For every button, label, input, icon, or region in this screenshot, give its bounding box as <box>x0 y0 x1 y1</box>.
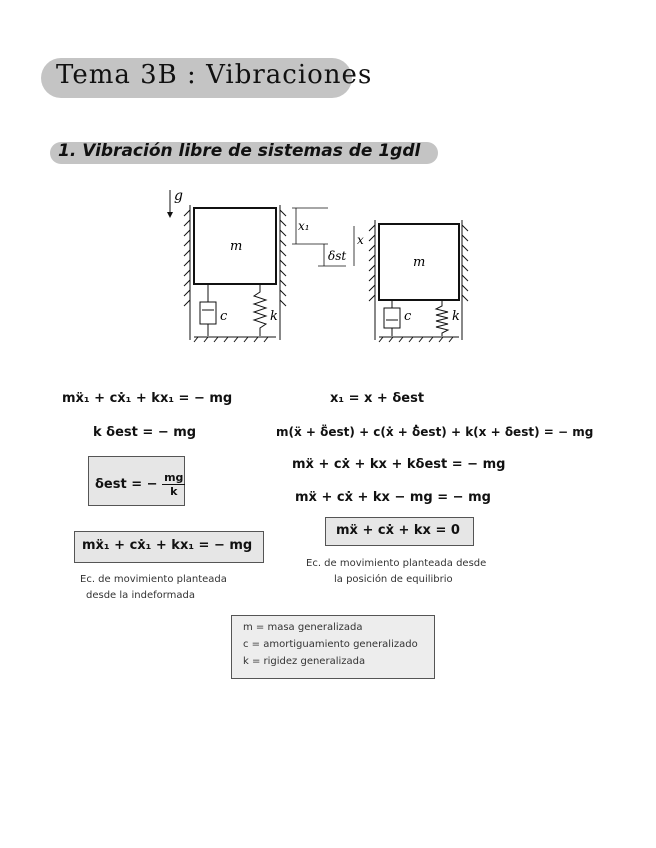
ground-2 <box>379 337 459 342</box>
right-wall-2 <box>462 220 468 340</box>
mass-label-2: m <box>413 255 426 270</box>
damper-label-1: c <box>220 309 228 324</box>
legend-line1: m = masa generalizada <box>243 622 363 633</box>
right-note-line1: Ec. de movimiento planteada desde <box>306 558 487 569</box>
ground-1 <box>194 337 276 342</box>
right-note-line2: la posición de equilibrio <box>334 574 453 585</box>
section-heading: 1. Vibración libre de sistemas de 1gdl <box>58 141 421 161</box>
spring-label-2: k <box>452 309 460 324</box>
right-boxed-equation: mẍ + cẋ + kx = 0 <box>336 523 460 538</box>
spring-2 <box>436 300 448 336</box>
spring-label-1: k <box>270 309 278 324</box>
left-wall-2 <box>369 220 375 340</box>
right-eq-substitution: x₁ = x + δest <box>330 391 425 406</box>
mass-label-1: m <box>230 239 243 254</box>
left-wall-1 <box>184 205 190 340</box>
gravity-label: g <box>174 188 183 204</box>
page-title: Tema 3B : Vibraciones <box>56 60 373 90</box>
left-eq-motion: mẍ₁ + cẋ₁ + kx₁ = − mg <box>62 391 233 406</box>
delta-est-equation <box>95 471 185 498</box>
damper-1 <box>200 284 216 336</box>
delta-est-fraction <box>162 471 185 498</box>
left-eq-static: k δest = − mg <box>93 425 197 440</box>
damper-label-2: c <box>404 309 412 324</box>
damper-2 <box>384 300 400 336</box>
legend-line3: k = rigidez generalizada <box>243 656 366 667</box>
gravity-arrowhead <box>167 212 173 218</box>
left-note-line1: Ec. de movimiento planteada <box>80 574 227 585</box>
x-label: x <box>357 233 364 247</box>
left-boxed-equation: mẍ₁ + cẋ₁ + kx₁ = − mg <box>82 538 253 553</box>
left-note-line2: desde la indeformada <box>86 590 196 601</box>
fraction-numerator: mg <box>164 471 184 484</box>
right-eq-step4: mẍ + cẋ + kx − mg = − mg <box>295 490 491 505</box>
right-eq-step3: mẍ + cẋ + kx + kδest = − mg <box>292 457 506 472</box>
mass-spring-damper-figure <box>150 180 490 345</box>
spring-1 <box>254 284 266 336</box>
x1-label: x₁ <box>298 219 310 233</box>
delta-est-lhs: δest = − <box>95 477 158 492</box>
delta-st-label: δst <box>328 249 347 263</box>
right-wall-1 <box>280 205 286 340</box>
legend-line2: c = amortiguamiento generalizado <box>243 639 418 650</box>
right-eq-expanded: m(ẍ + δ̈est) + c(ẋ + δ̇est) + k(x + δest) = − mg <box>276 425 594 439</box>
fraction-denominator: k <box>170 485 178 498</box>
